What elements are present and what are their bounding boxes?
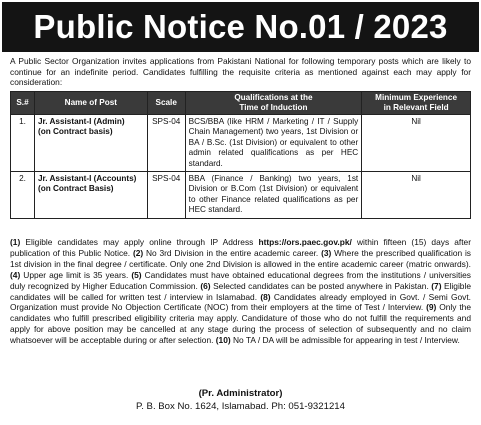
header-experience bbox=[362, 92, 471, 115]
note-number: (1) bbox=[10, 237, 21, 247]
note-text: Where the prescribed qualification is 1st division in the final degree / certificate. Only one 2nd Division is allowed in the entire academic career (matric onwards). bbox=[10, 247, 471, 269]
header-qualifications bbox=[185, 92, 362, 115]
post-basis: (on Contract basis) bbox=[37, 127, 113, 137]
note-number: (10) bbox=[215, 335, 231, 346]
note-number: (3) bbox=[321, 247, 332, 258]
post-title: Jr. Assistant-I (Admin) bbox=[37, 117, 125, 126]
header-post: Name of Post bbox=[34, 92, 147, 115]
note-text: Candidates already employed in Govt. / Semi Govt. Organization must provide No Objection Certificate (NOC) from their employers at the time of Test / Interview. bbox=[10, 291, 471, 313]
note-text: within fifteen (15) days after publication of this Public Notice. bbox=[10, 237, 472, 258]
post-title: Jr. Assistant-I (Accounts) bbox=[37, 174, 137, 184]
row-experience: Nil bbox=[362, 172, 471, 219]
note-text: No TA / DA will be admissible for appearing in test / Interview. bbox=[230, 335, 460, 346]
post-basis: (on Contract Basis) bbox=[37, 184, 114, 194]
footer bbox=[10, 387, 471, 413]
table-header-row bbox=[11, 92, 471, 115]
header-exp-line-1: Minimum Experience bbox=[375, 93, 458, 103]
header-qual-line-2: Time of Induction bbox=[239, 103, 308, 112]
signatory: (Pr. Administrator) bbox=[198, 388, 283, 399]
row-qualification: BCS/BBA (like HRM / Marketing / IT / Supply Chain Management) two years, 1st Division or BA / B.Sc. (1st Division) or equivalent to other admin related qualifications as per HEC standard. bbox=[185, 115, 362, 172]
posts-table bbox=[10, 91, 471, 219]
row-scale: SPS-04 bbox=[147, 172, 185, 219]
header-scale: Scale bbox=[147, 92, 185, 115]
note-number: (7) bbox=[431, 280, 442, 291]
header-exp-line-2: in Relevant Field bbox=[383, 103, 449, 112]
note-text: Selected candidates can be posted anywhere in Pakistan. bbox=[210, 280, 432, 291]
note-number: (4) bbox=[10, 269, 21, 280]
note-number: (5) bbox=[131, 269, 142, 280]
note-number: (9) bbox=[426, 302, 437, 313]
conditions-paragraph bbox=[10, 237, 471, 346]
note-text: Eligible candidates will be called for written test / interview in Islamabad. bbox=[10, 280, 471, 302]
intro-paragraph: A Public Sector Organization invites applications from Pakistani National for following temporary posts which are likely to continue for an indefinite period. Candidates fulfilling the requisite criteria as mentioned against each may apply for consideration: bbox=[10, 56, 471, 88]
row-post bbox=[34, 115, 147, 172]
row-scale: SPS-04 bbox=[147, 115, 185, 172]
row-qualification: BBA (Finance / Banking) two years, 1st Division or B.Com (1st Division) or equivalent to other Finance related qualifications as per HEC standard. bbox=[185, 172, 362, 219]
apply-url-link[interactable]: https://ors.paec.gov.pk/ bbox=[258, 237, 352, 247]
note-text: Only the candidates who fulfill prescribed eligibility criteria may apply. Candidature of those who do not fulfill the requirements and apply for above position may be cancelled at any stage during the process of selection of subsequently and no claim whatsoever will be acceptable during or after selection. bbox=[10, 302, 471, 346]
row-post bbox=[34, 172, 147, 219]
row-experience: Nil bbox=[362, 115, 471, 172]
header-qual-line-1: Qualifications at the bbox=[234, 93, 313, 103]
note-number: (8) bbox=[260, 291, 271, 302]
note-number: (2) bbox=[132, 247, 144, 258]
row-sno: 1. bbox=[11, 115, 35, 172]
row-sno: 2. bbox=[11, 172, 35, 219]
note-text: Upper age limit is 35 years. bbox=[20, 269, 132, 280]
note-number: (6) bbox=[200, 280, 211, 291]
table-row bbox=[11, 172, 471, 219]
note-text: Candidates must have obtained educational degrees from the institutions / universities duly recognized by Higher Education Commission. bbox=[10, 269, 471, 291]
table-row bbox=[11, 115, 471, 172]
contact-address: P. B. Box No. 1624, Islamabad. Ph: 051-9321214 bbox=[136, 401, 345, 412]
note-text: No 3rd Division in the entire academic career. bbox=[143, 247, 322, 258]
header-sno: S.# bbox=[11, 92, 35, 115]
notice-title: Public Notice No.01 / 2023 bbox=[2, 2, 479, 52]
note-text: Eligible candidates may apply online through IP Address bbox=[20, 237, 259, 247]
